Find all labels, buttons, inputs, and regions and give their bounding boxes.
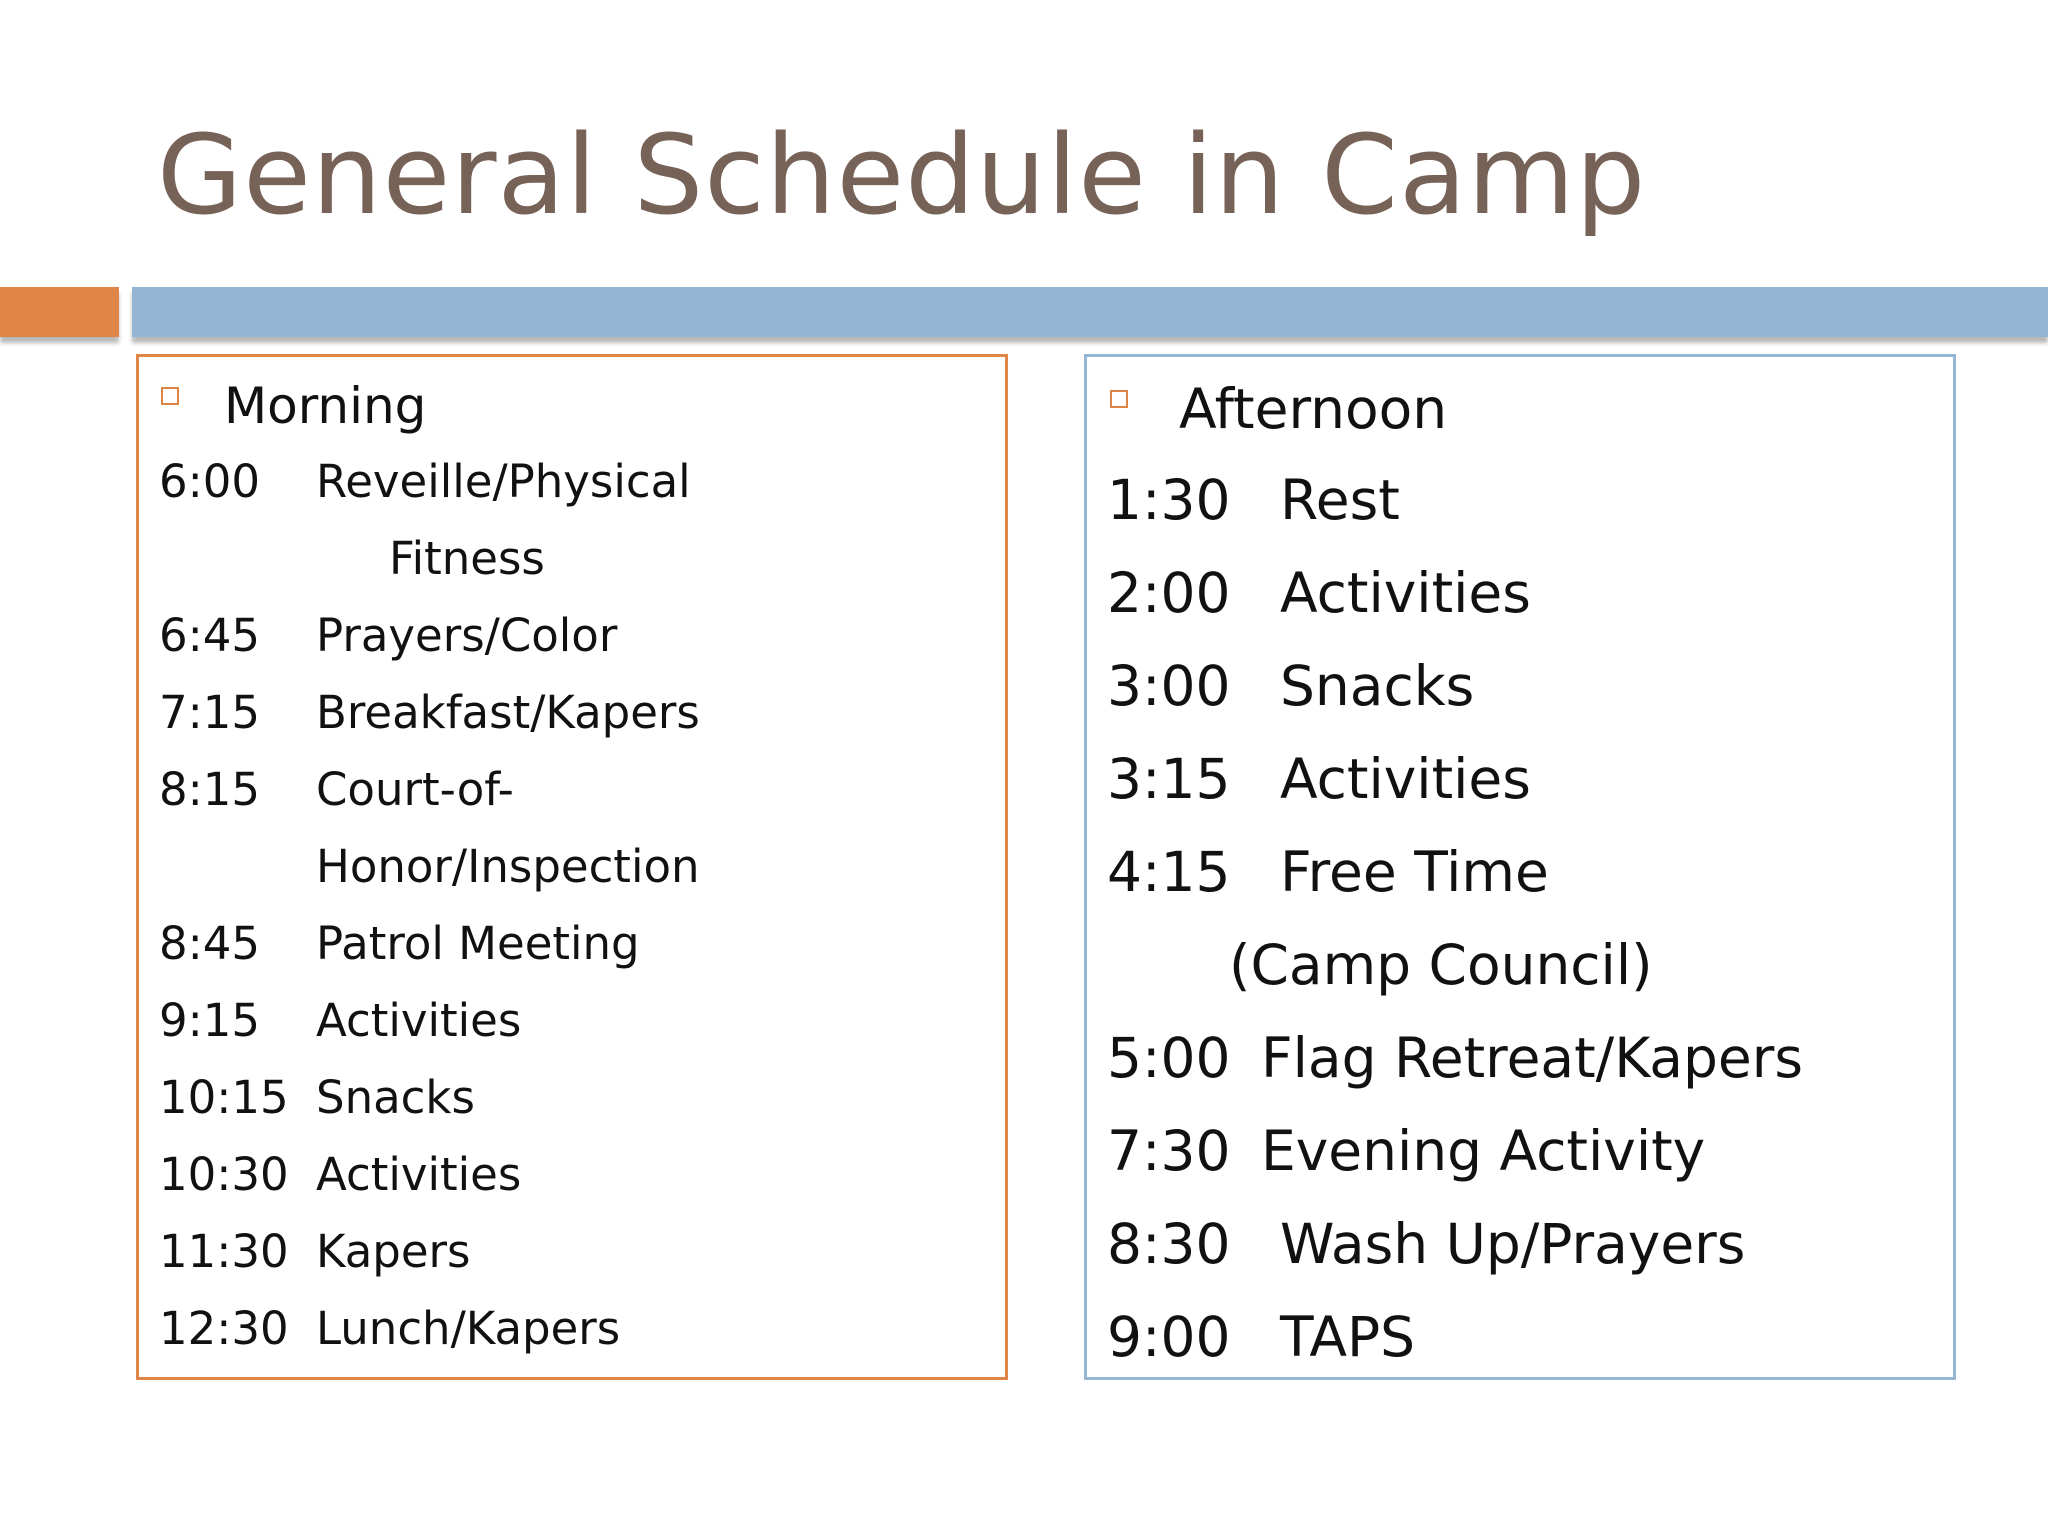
row-activity: (Camp Council) — [1229, 933, 1653, 997]
row-time: 3:15 — [1107, 747, 1231, 811]
row-time: 10:15 — [159, 1071, 289, 1124]
row-activity: Free Time — [1280, 840, 1549, 904]
row-activity: Activities — [316, 994, 522, 1047]
row-time: 8:30 — [1107, 1212, 1231, 1276]
row-activity: Fitness — [389, 532, 545, 585]
row-time: 6:45 — [159, 609, 261, 662]
row-activity: Activities — [1280, 561, 1531, 625]
row-activity: Rest — [1280, 468, 1400, 532]
row-activity: Flag Retreat/Kapers — [1261, 1026, 1804, 1090]
row-time: 10:30 — [159, 1148, 289, 1201]
row-activity: Patrol Meeting — [316, 917, 640, 970]
row-activity: Wash Up/Prayers — [1280, 1212, 1746, 1276]
row-time: 7:15 — [159, 686, 261, 739]
row-time: 4:15 — [1107, 840, 1231, 904]
row-activity: Honor/Inspection — [316, 840, 700, 893]
row-activity: Kapers — [316, 1225, 471, 1278]
row-time: 1:30 — [1107, 468, 1231, 532]
row-time: 8:45 — [159, 917, 261, 970]
row-activity: Snacks — [316, 1071, 475, 1124]
row-activity: Breakfast/Kapers — [316, 686, 700, 739]
row-activity: Activities — [316, 1148, 522, 1201]
row-time: 9:15 — [159, 994, 261, 1047]
row-activity: Activities — [1280, 747, 1531, 811]
square-bullet-icon — [1110, 390, 1128, 408]
morning-panel — [136, 354, 1008, 1380]
row-activity: Prayers/Color — [316, 609, 618, 662]
morning-heading: Morning — [224, 377, 427, 435]
row-time: 12:30 — [159, 1302, 289, 1355]
row-activity: Snacks — [1280, 654, 1475, 718]
accent-bar-blue — [132, 287, 2048, 337]
row-time: 9:00 — [1107, 1305, 1231, 1369]
square-bullet-icon — [161, 387, 179, 405]
row-time: 6:00 — [159, 455, 261, 508]
row-time: 3:00 — [1107, 654, 1231, 718]
row-activity: Lunch/Kapers — [316, 1302, 621, 1355]
slide-title: General Schedule in Camp — [157, 111, 1647, 239]
afternoon-panel — [1084, 354, 1956, 1380]
row-time: 7:30 — [1107, 1119, 1231, 1183]
accent-bar-orange — [0, 287, 119, 337]
afternoon-heading: Afternoon — [1179, 377, 1448, 441]
row-activity: TAPS — [1280, 1305, 1416, 1369]
row-activity: Reveille/Physical — [316, 455, 691, 508]
row-activity: Evening Activity — [1261, 1119, 1706, 1183]
row-time: 11:30 — [159, 1225, 289, 1278]
row-time: 2:00 — [1107, 561, 1231, 625]
row-time: 8:15 — [159, 763, 261, 816]
row-time: 5:00 — [1107, 1026, 1231, 1090]
row-activity: Court-of- — [316, 763, 514, 816]
